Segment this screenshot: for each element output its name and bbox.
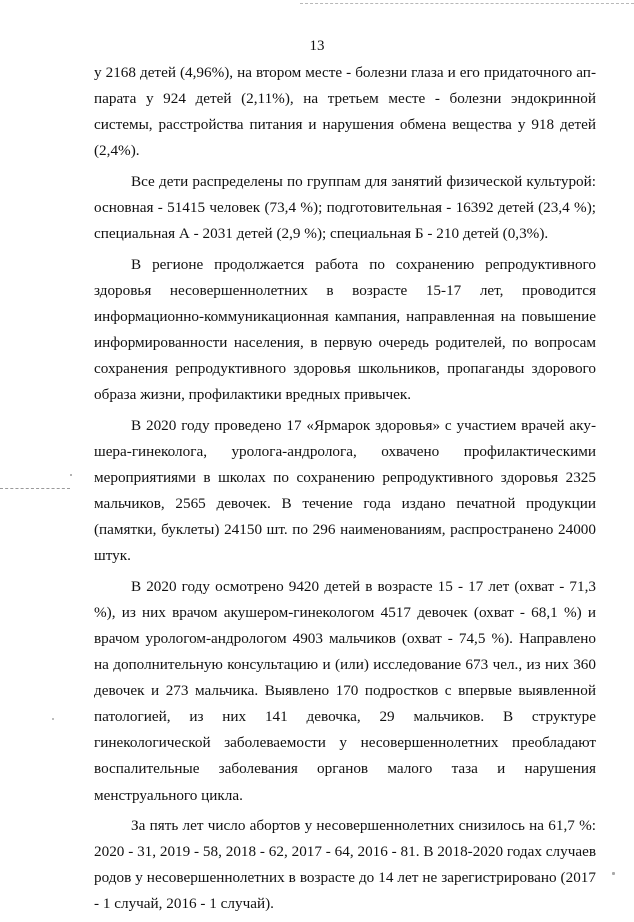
scan-edge-line	[300, 3, 634, 4]
scan-artifact-dot	[52, 718, 54, 720]
scan-artifact-line	[0, 488, 70, 489]
paragraph-examinations: В 2020 году осмотрено 9420 детей в возрасте 15 - 17 лет (охват - 71,3 %), из них врачом акушером-гинекологом 4517 девочек (охват - 68,1 %) и врачом урологом-андрологом 4903 мальчиков (охват - 74,5 %). Направлено на дополнительную консультацию и (или) исследование 673 чел., из них 360 девочек и 273 мальчика. Выявлено 170 подростков с впервые выявленной патологией, из них 141 девочка, 29 мальчиков. В структуре гинекологической заболеваемости у несовершеннолетних преобладают воспалительные заболевания органов малого таза и нарушения менструального цикла.	[94, 577, 596, 804]
paragraph-reproductive-health: В регионе продолжается работа по сохранению репродуктивного здоровья несовершеннолетних в возрасте 15-17 лет, проводится информационно-коммуникационная кампания, направленная на повышение информированности населения, в первую очередь родителей, по вопросам сохранения репродуктивного здоровья школьников, пропаганды здорового образа жизни, профилактики вредных привычек.	[94, 255, 596, 404]
paragraph-pe-groups: Все дети распределены по группам для занятий физической культурой: основная - 51415 человек (73,4 %); подготовительная - 16392 детей (23,4 %); специальная А - 2031 детей (2,9 %); специальная Б - 210 детей (0,3%).	[94, 172, 596, 243]
page-number: 13	[309, 38, 325, 54]
document-body	[94, 60, 596, 922]
paragraph-abortions: За пять лет число абортов у несовершеннолетних снизилось на 61,7 %: 2020 - 31, 2019 - 58, 2018 - 62, 2017 - 64, 2016 - 81. В 2018-2020 годах случаев родов у несовершеннолетних в возрасте до 14 лет не зарегистрировано (2017 - 1 случай, 2016 - 1 случай).	[94, 817, 596, 913]
paragraph-disease-structure: у 2168 детей (4,96%), на втором месте - болезни глаза и его придаточного аппарата у 924 детей (2,11%), на третьем месте - болезни эндокринной системы, расстройства питания и нарушения обмена вещества у 918 детей (2,4%).	[94, 64, 596, 160]
scan-artifact-dot	[612, 872, 615, 875]
paragraph-health-fairs: В 2020 году проведено 17 «Ярмарок здоровья» с участием врачей акушера-гинеколога, уролога-андролога, охвачено профилактическими мероприятиями в школах по сохранению репродуктивного здоровья 2325 мальчиков, 2565 девочек. В течение года издано печатной продукции (памятки, буклеты) 24150 шт. по 296 наименованиям, распространено 24000 штук.	[94, 416, 596, 565]
scan-artifact-dot	[70, 474, 72, 476]
